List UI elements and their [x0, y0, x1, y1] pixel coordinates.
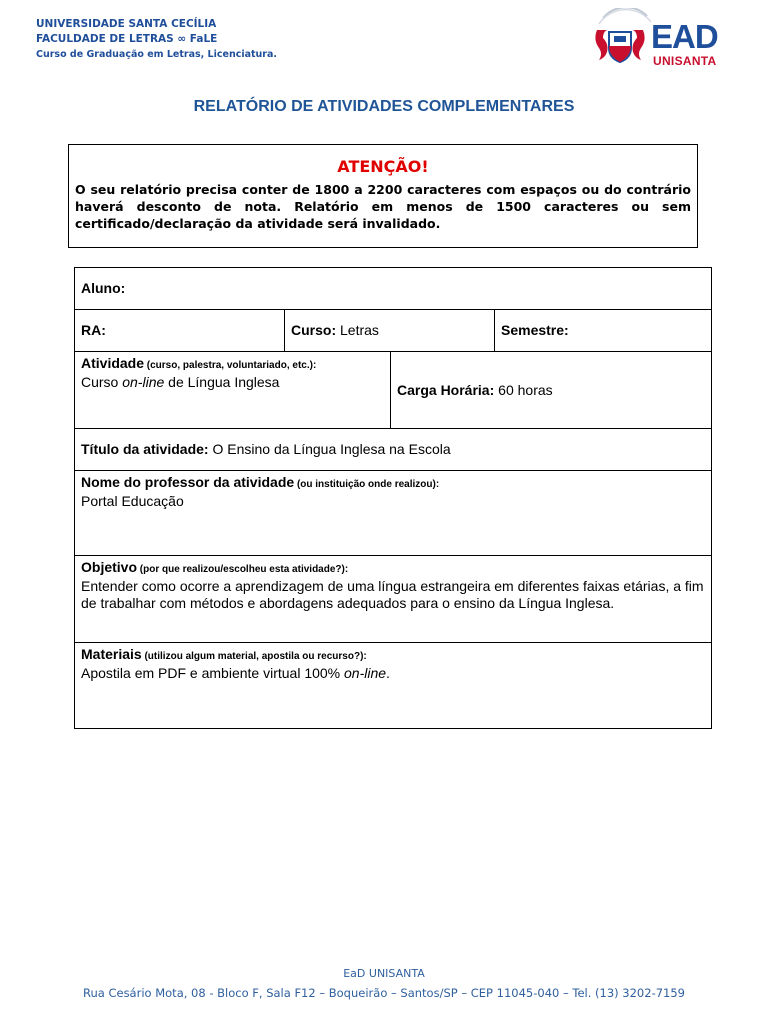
curso-value: Letras: [336, 322, 379, 338]
curso-label: Curso:: [291, 322, 337, 338]
materiais-value-2: on-line: [344, 665, 387, 681]
objetivo-field[interactable]: [75, 556, 712, 643]
aluno-field[interactable]: [75, 268, 712, 310]
ead-unisanta-logo: [585, 8, 735, 74]
attention-box: [68, 144, 698, 248]
titulo-value: O Ensino da Língua Inglesa na Escola: [208, 441, 451, 457]
objetivo-label: Objetivo: [81, 559, 138, 575]
attention-title: ATENÇÃO!: [337, 157, 429, 176]
faculty-name: FACULDADE DE LETRAS ∞ FaLE: [36, 33, 218, 45]
activity-form: [74, 267, 712, 729]
materiais-hint: (utilizou algum material, apostila ou recurso?):: [141, 651, 367, 662]
carga-horaria-label: Carga Horária:: [397, 381, 495, 398]
atividade-value-3: de Língua Inglesa: [164, 374, 280, 390]
professor-value: Portal Educação: [81, 493, 184, 509]
course-name: Curso de Graduação em Letras, Licenciatura.: [36, 49, 278, 60]
atividade-field[interactable]: [75, 352, 391, 429]
professor-field[interactable]: [75, 471, 712, 556]
atividade-hint: (curso, palestra, voluntariado, etc.):: [144, 360, 317, 371]
carga-horaria-value: 60 horas: [494, 381, 553, 398]
seahorse-crest-icon: [585, 8, 655, 74]
institution-header: [36, 17, 277, 62]
document-title: RELATÓRIO DE ATIVIDADES COMPLEMENTARES: [193, 98, 575, 115]
materiais-field[interactable]: [75, 643, 712, 729]
university-name: UNIVERSIDADE SANTA CECÍLIA: [36, 18, 217, 30]
materiais-label: Materiais: [81, 646, 142, 662]
semestre-label: Semestre:: [501, 322, 569, 338]
aluno-label: Aluno:: [81, 280, 126, 296]
atividade-value-2: on-line: [122, 374, 165, 390]
carga-horaria-field[interactable]: [391, 352, 712, 429]
ra-label: RA:: [81, 322, 106, 338]
ra-field[interactable]: [75, 310, 285, 352]
titulo-label: Título da atividade:: [81, 441, 209, 457]
logo-ead-text: EAD: [651, 18, 718, 55]
footer-address: Rua Cesário Mota, 08 - Bloco F, Sala F12 – Boqueirão – Santos/SP – CEP 11045-040 – Tel. (13) 3202-7159: [83, 986, 685, 1000]
materiais-value-3: .: [386, 665, 390, 681]
objetivo-hint: (por que realizou/escolheu esta atividade?):: [137, 564, 349, 575]
semestre-field[interactable]: [495, 310, 712, 352]
atividade-label: Atividade: [81, 355, 145, 371]
curso-field[interactable]: [285, 310, 495, 352]
objetivo-value: Entender como ocorre a aprendizagem de uma língua estrangeira em diferentes faixas etárias, a fim de trabalhar com métodos e abordagens adequados para o ensino da Língua Inglesa.: [81, 578, 704, 611]
professor-label: Nome do professor da atividade: [81, 474, 295, 490]
materiais-value-1: Apostila em PDF e ambiente virtual 100%: [81, 665, 345, 681]
titulo-field[interactable]: [75, 429, 712, 471]
attention-text: O seu relatório precisa conter de 1800 a 2200 caracteres com espaços ou do contrário haverá desconto de nota. Relatório em menos de 1500 caracteres ou sem certificado/declaração da atividade será invalidado.: [75, 182, 691, 231]
atividade-value-1: Curso: [81, 374, 123, 390]
professor-hint: (ou instituição onde realizou):: [294, 479, 440, 490]
footer-title: EaD UNISANTA: [343, 967, 425, 980]
logo-unisanta-text: UNISANTA: [653, 54, 717, 68]
